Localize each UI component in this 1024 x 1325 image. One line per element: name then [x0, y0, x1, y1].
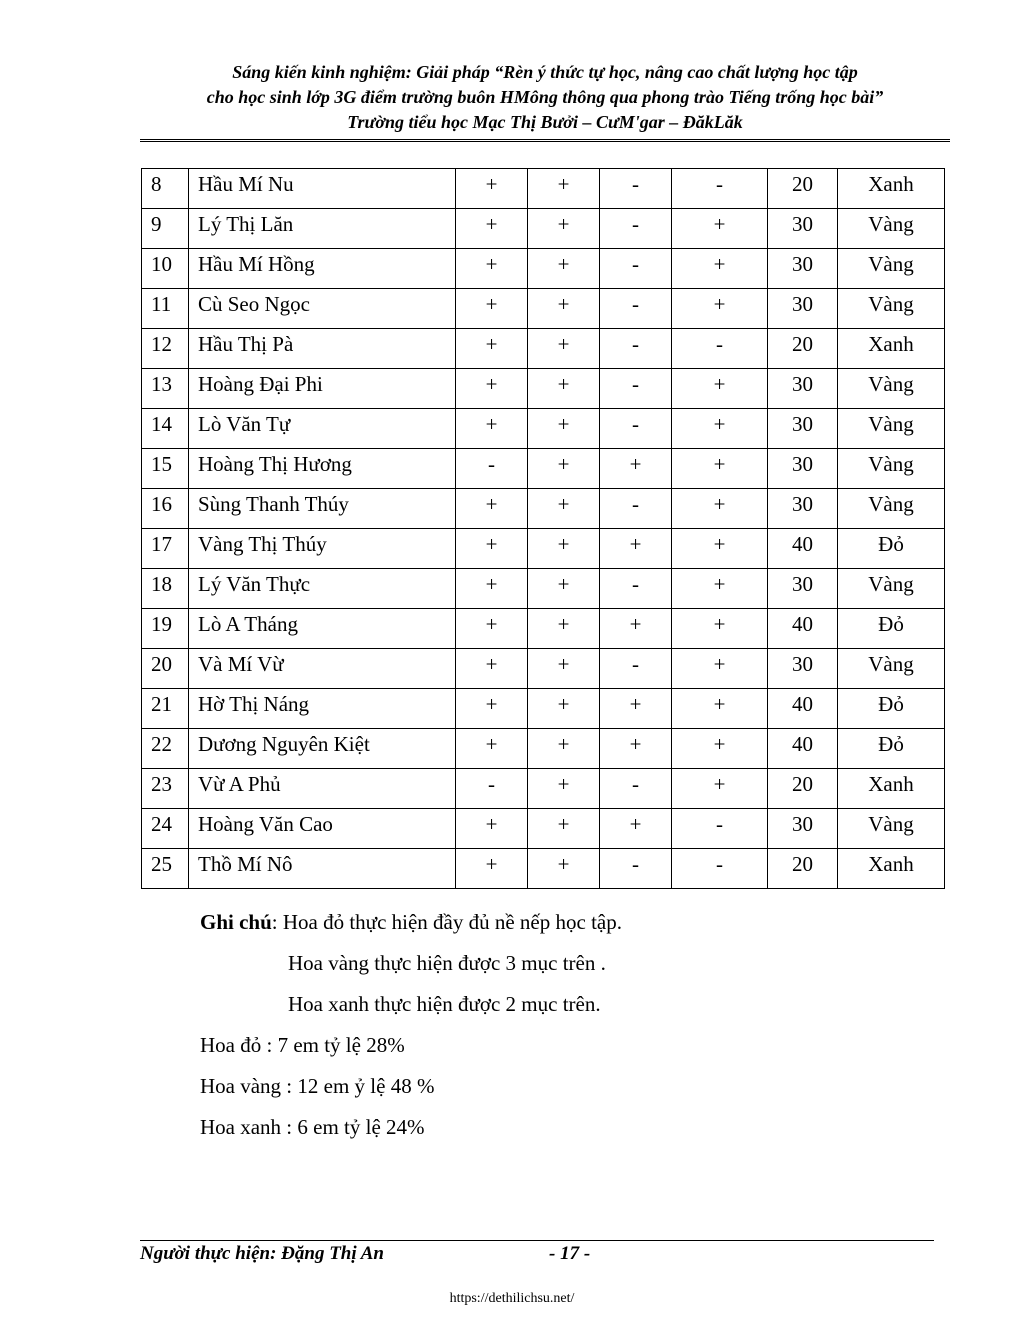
cell-name: Hầu Mí Nu [189, 169, 456, 209]
cell-criterion-4: - [672, 169, 768, 209]
cell-flower-color: Vàng [838, 809, 945, 849]
cell-flower-color: Xanh [838, 329, 945, 369]
cell-score: 30 [768, 369, 838, 409]
footer-author: Người thực hiện: Đặng Thị An [140, 1243, 384, 1264]
cell-name: Vừ A Phủ [189, 769, 456, 809]
cell-score: 20 [768, 769, 838, 809]
cell-criterion-4: - [672, 329, 768, 369]
table-row [142, 609, 945, 649]
cell-criterion-3: - [600, 569, 672, 609]
cell-number: 14 [142, 409, 189, 449]
cell-criterion-4: - [672, 809, 768, 849]
cell-score: 20 [768, 329, 838, 369]
cell-criterion-4: + [672, 289, 768, 329]
table-row [142, 209, 945, 249]
cell-criterion-2: + [528, 649, 600, 689]
note-line-1-text: : Hoa đỏ thực hiện đầy đủ nề nếp học tập. [271, 910, 622, 934]
cell-criterion-4: + [672, 609, 768, 649]
cell-criterion-2: + [528, 249, 600, 289]
cell-flower-color: Đỏ [838, 729, 945, 769]
cell-criterion-1: + [456, 489, 528, 529]
cell-criterion-3: - [600, 769, 672, 809]
table-row [142, 489, 945, 529]
cell-criterion-3: - [600, 329, 672, 369]
cell-score: 30 [768, 569, 838, 609]
header-line-2: cho học sinh lớp 3G điểm trường buôn HMông thông qua phong trào Tiếng trống học bài” [206, 87, 884, 107]
cell-number: 13 [142, 369, 189, 409]
cell-number: 18 [142, 569, 189, 609]
cell-number: 11 [142, 289, 189, 329]
cell-name: Lý Văn Thực [189, 569, 456, 609]
stat-yellow: Hoa vàng : 12 em ỷ lệ 48 % [200, 1074, 435, 1098]
cell-criterion-1: + [456, 409, 528, 449]
cell-criterion-2: + [528, 449, 600, 489]
cell-criterion-4: + [672, 649, 768, 689]
cell-criterion-1: + [456, 529, 528, 569]
cell-score: 30 [768, 449, 838, 489]
cell-criterion-2: + [528, 489, 600, 529]
footer-divider [140, 1240, 934, 1241]
cell-number: 8 [142, 169, 189, 209]
table-row [142, 369, 945, 409]
cell-number: 21 [142, 689, 189, 729]
cell-flower-color: Xanh [838, 169, 945, 209]
cell-criterion-1: + [456, 689, 528, 729]
stat-green: Hoa xanh : 6 em tỷ lệ 24% [200, 1115, 425, 1139]
cell-flower-color: Vàng [838, 409, 945, 449]
cell-name: Hầu Mí Hồng [189, 249, 456, 289]
cell-score: 30 [768, 289, 838, 329]
cell-flower-color: Xanh [838, 769, 945, 809]
cell-criterion-4: + [672, 569, 768, 609]
cell-flower-color: Vàng [838, 209, 945, 249]
table-row [142, 689, 945, 729]
cell-criterion-1: + [456, 249, 528, 289]
student-table [141, 168, 945, 889]
cell-criterion-1: + [456, 289, 528, 329]
cell-criterion-2: + [528, 689, 600, 729]
cell-flower-color: Đỏ [838, 609, 945, 649]
cell-criterion-1: - [456, 449, 528, 489]
cell-number: 16 [142, 489, 189, 529]
header-line-1: Sáng kiến kinh nghiệm: Giải pháp “Rèn ý thức tự học, nâng cao chất lượng học tập [232, 62, 858, 82]
cell-criterion-1: + [456, 609, 528, 649]
cell-name: Sùng Thanh Thúy [189, 489, 456, 529]
cell-flower-color: Vàng [838, 569, 945, 609]
cell-flower-color: Vàng [838, 249, 945, 289]
cell-score: 20 [768, 169, 838, 209]
cell-name: Và Mí Vừ [189, 649, 456, 689]
cell-criterion-3: + [600, 449, 672, 489]
cell-criterion-3: - [600, 649, 672, 689]
cell-score: 30 [768, 409, 838, 449]
table-row [142, 849, 945, 889]
cell-name: Cù Seo Ngọc [189, 289, 456, 329]
cell-number: 15 [142, 449, 189, 489]
cell-score: 30 [768, 489, 838, 529]
cell-flower-color: Vàng [838, 289, 945, 329]
table-row [142, 529, 945, 569]
cell-flower-color: Vàng [838, 649, 945, 689]
cell-criterion-1: + [456, 369, 528, 409]
cell-flower-color: Vàng [838, 449, 945, 489]
cell-flower-color: Đỏ [838, 689, 945, 729]
cell-number: 17 [142, 529, 189, 569]
cell-criterion-1: + [456, 169, 528, 209]
cell-criterion-2: + [528, 209, 600, 249]
cell-criterion-3: - [600, 369, 672, 409]
cell-number: 20 [142, 649, 189, 689]
cell-criterion-2: + [528, 369, 600, 409]
cell-name: Vàng Thị Thúy [189, 529, 456, 569]
cell-number: 9 [142, 209, 189, 249]
cell-criterion-2: + [528, 809, 600, 849]
cell-score: 20 [768, 849, 838, 889]
table-row [142, 249, 945, 289]
cell-criterion-2: + [528, 289, 600, 329]
cell-flower-color: Xanh [838, 849, 945, 889]
student-table-body [142, 169, 945, 889]
cell-criterion-4: + [672, 409, 768, 449]
cell-criterion-1: + [456, 849, 528, 889]
cell-name: Dương Nguyên Kiệt [189, 729, 456, 769]
cell-flower-color: Vàng [838, 489, 945, 529]
header-divider [140, 139, 950, 142]
cell-name: Hờ Thị Náng [189, 689, 456, 729]
page-number: - 17 - [549, 1243, 591, 1264]
cell-criterion-3: - [600, 249, 672, 289]
cell-criterion-3: - [600, 849, 672, 889]
cell-criterion-3: - [600, 409, 672, 449]
stat-red: Hoa đỏ : 7 em tỷ lệ 28% [200, 1033, 405, 1057]
table-row [142, 729, 945, 769]
cell-score: 40 [768, 609, 838, 649]
cell-criterion-2: + [528, 569, 600, 609]
cell-criterion-3: - [600, 289, 672, 329]
note-line-2: Hoa vàng thực hiện được 3 mục trên . [288, 951, 606, 975]
cell-criterion-1: + [456, 809, 528, 849]
cell-number: 24 [142, 809, 189, 849]
note-line-1 [200, 910, 622, 935]
cell-criterion-4: + [672, 449, 768, 489]
cell-criterion-1: + [456, 329, 528, 369]
cell-criterion-3: - [600, 489, 672, 529]
table-row [142, 769, 945, 809]
source-url[interactable]: https://dethilichsu.net/ [449, 1291, 575, 1306]
cell-criterion-3: + [600, 809, 672, 849]
cell-name: Hoàng Đại Phi [189, 369, 456, 409]
cell-criterion-3: + [600, 689, 672, 729]
cell-criterion-2: + [528, 409, 600, 449]
cell-criterion-4: + [672, 489, 768, 529]
cell-criterion-3: + [600, 609, 672, 649]
cell-criterion-3: - [600, 169, 672, 209]
cell-criterion-2: + [528, 769, 600, 809]
cell-score: 40 [768, 689, 838, 729]
table-row [142, 289, 945, 329]
cell-name: Hoàng Văn Cao [189, 809, 456, 849]
cell-flower-color: Vàng [838, 369, 945, 409]
cell-criterion-2: + [528, 169, 600, 209]
cell-criterion-4: + [672, 689, 768, 729]
cell-score: 40 [768, 529, 838, 569]
table-row [142, 169, 945, 209]
cell-criterion-4: + [672, 209, 768, 249]
cell-score: 30 [768, 249, 838, 289]
cell-number: 25 [142, 849, 189, 889]
cell-criterion-1: + [456, 209, 528, 249]
cell-number: 19 [142, 609, 189, 649]
table-row [142, 569, 945, 609]
cell-criterion-1: - [456, 769, 528, 809]
cell-criterion-2: + [528, 529, 600, 569]
cell-criterion-2: + [528, 729, 600, 769]
cell-name: Lý Thị Lăn [189, 209, 456, 249]
cell-criterion-3: + [600, 729, 672, 769]
cell-score: 30 [768, 209, 838, 249]
cell-criterion-1: + [456, 729, 528, 769]
cell-criterion-4: + [672, 249, 768, 289]
cell-score: 30 [768, 809, 838, 849]
cell-criterion-3: + [600, 529, 672, 569]
cell-name: Lò A Tháng [189, 609, 456, 649]
note-label: Ghi chú [200, 910, 272, 934]
cell-criterion-2: + [528, 329, 600, 369]
cell-number: 10 [142, 249, 189, 289]
cell-name: Hoàng Thị Hương [189, 449, 456, 489]
cell-number: 23 [142, 769, 189, 809]
cell-criterion-4: + [672, 729, 768, 769]
cell-flower-color: Đỏ [838, 529, 945, 569]
note-line-3: Hoa xanh thực hiện được 2 mục trên. [288, 992, 601, 1016]
cell-criterion-4: - [672, 849, 768, 889]
cell-name: Lò Văn Tự [189, 409, 456, 449]
cell-criterion-4: + [672, 769, 768, 809]
cell-name: Hầu Thị Pà [189, 329, 456, 369]
cell-criterion-2: + [528, 849, 600, 889]
header-line-3: Trường tiểu học Mạc Thị Bưởi – CưM'gar – ĐăkLăk [347, 112, 743, 132]
cell-criterion-1: + [456, 649, 528, 689]
table-row [142, 409, 945, 449]
cell-score: 30 [768, 649, 838, 689]
cell-criterion-1: + [456, 569, 528, 609]
table-row [142, 809, 945, 849]
cell-criterion-4: + [672, 529, 768, 569]
cell-criterion-3: - [600, 209, 672, 249]
table-row [142, 649, 945, 689]
cell-name: Thồ Mí Nô [189, 849, 456, 889]
cell-criterion-4: + [672, 369, 768, 409]
table-row [142, 449, 945, 489]
cell-score: 40 [768, 729, 838, 769]
document-header [140, 60, 950, 135]
cell-criterion-2: + [528, 609, 600, 649]
cell-number: 22 [142, 729, 189, 769]
table-row [142, 329, 945, 369]
cell-number: 12 [142, 329, 189, 369]
